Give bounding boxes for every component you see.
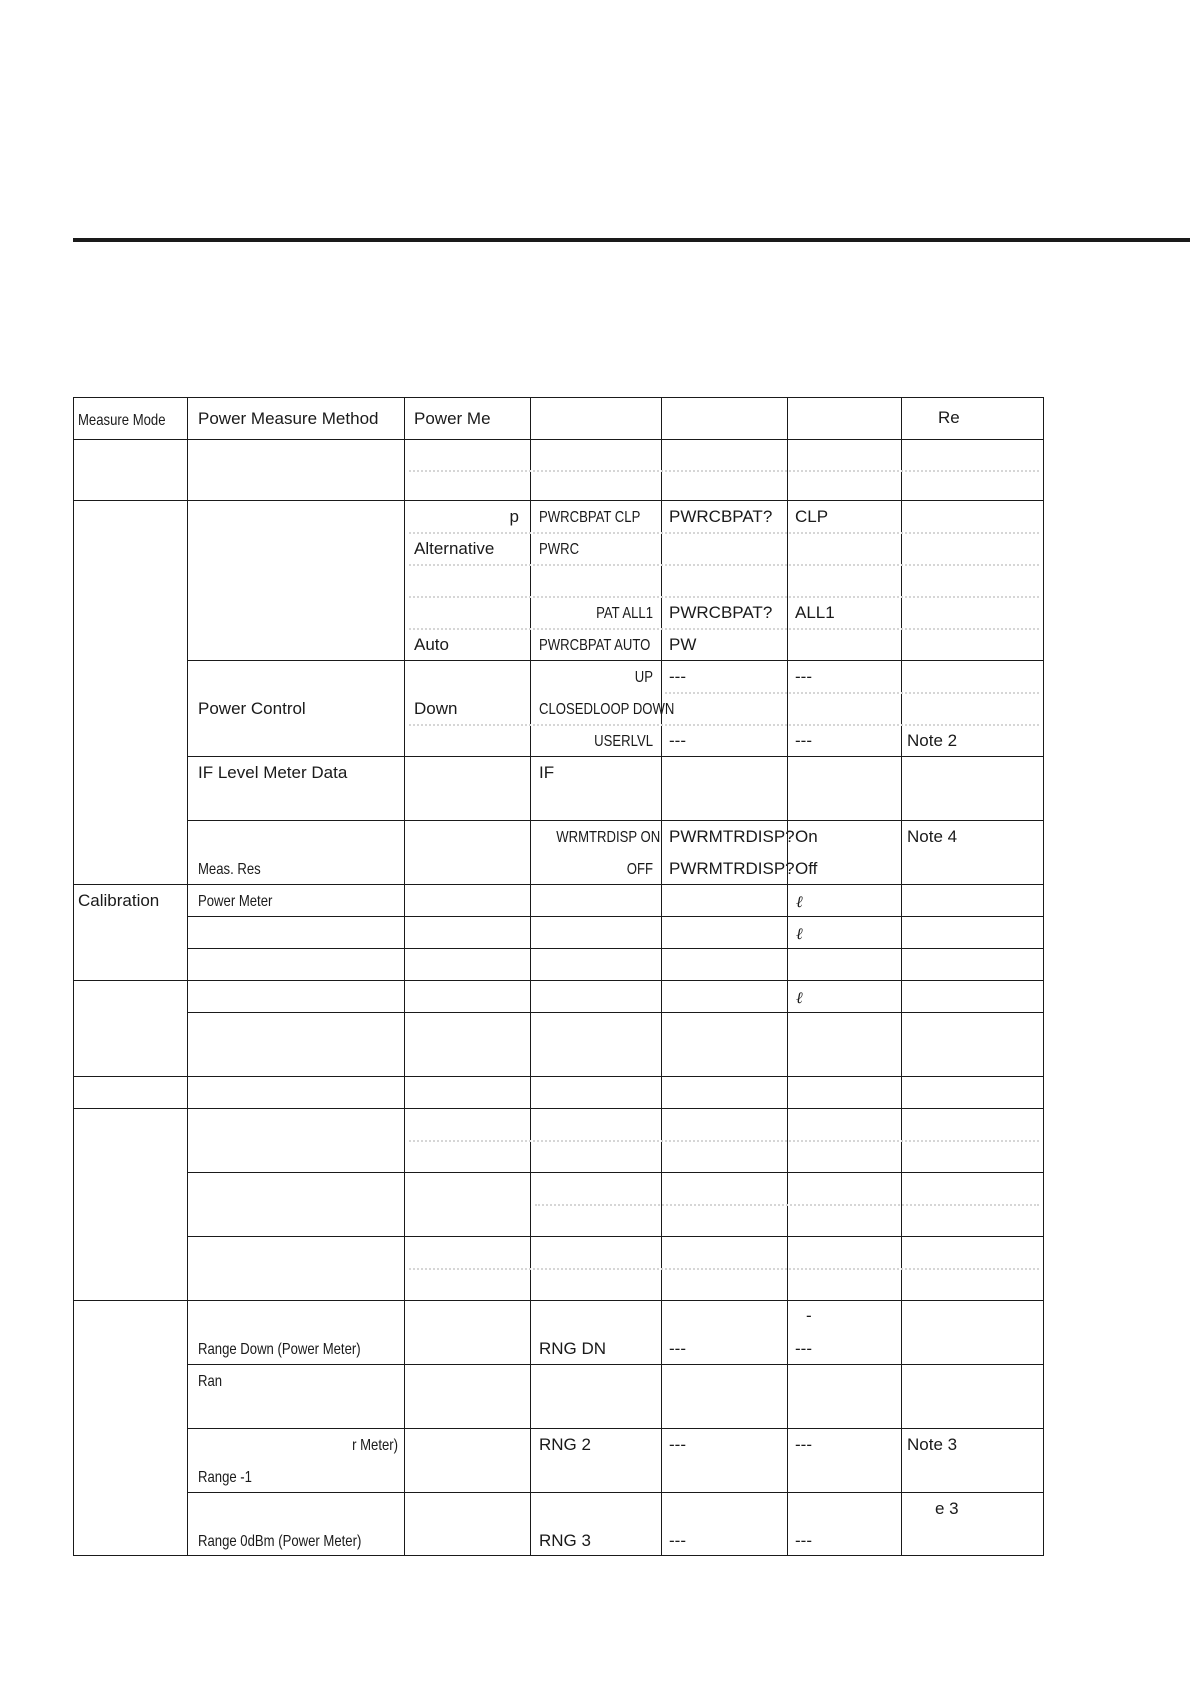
query-pwrcbpat-clp: PWRCBPAT? bbox=[669, 507, 773, 526]
remark-e-3: e 3 bbox=[935, 1499, 959, 1518]
query-rng-2: --- bbox=[669, 1435, 686, 1454]
item-power-control: Power Control bbox=[198, 699, 306, 718]
resp-all1: ALL1 bbox=[795, 603, 835, 622]
header-remarks: Re bbox=[938, 408, 960, 427]
cmd-wrmtrdisp-on: WRMTRDISP ON bbox=[556, 829, 661, 846]
remark-note-4: Note 4 bbox=[907, 827, 958, 846]
cmd-pwrc: PWRC bbox=[539, 541, 580, 558]
category-calibration: Calibration bbox=[78, 891, 160, 910]
resp-userlvl: --- bbox=[795, 731, 812, 750]
remote-command-table bbox=[73, 397, 1044, 1556]
cmd-pwrcbpat-auto: PWRCBPAT AUTO bbox=[539, 637, 651, 654]
cal-resp-1: ℓ bbox=[796, 892, 803, 911]
item-ran: Ran bbox=[198, 1373, 223, 1390]
remark-note-3: Note 3 bbox=[907, 1435, 958, 1454]
query-up: --- bbox=[669, 667, 686, 686]
setting-alternative: Alternative bbox=[414, 539, 495, 558]
setting-auto: Auto bbox=[414, 635, 449, 654]
cmd-up: UP bbox=[634, 669, 653, 686]
item-range-minus-1: Range -1 bbox=[198, 1469, 252, 1486]
setting-power-measure: Power Me bbox=[414, 409, 491, 428]
cmd-userlvl: USERLVL bbox=[594, 733, 653, 750]
item-range-0dbm: Range 0dBm (Power Meter) bbox=[198, 1533, 362, 1550]
pattern-p-fragment: p bbox=[509, 507, 519, 526]
item-if-level-meter-data: IF Level Meter Data bbox=[198, 763, 348, 782]
category-measure-mode: Measure Mode bbox=[78, 412, 166, 429]
resp-off: Off bbox=[795, 859, 818, 878]
cmd-pat-all1: PAT ALL1 bbox=[596, 605, 653, 622]
item-meter-fragment: r Meter) bbox=[352, 1437, 398, 1454]
resp-on: On bbox=[795, 827, 818, 846]
cmd-closedloop-down: CLOSEDLOOP DOWN bbox=[539, 701, 675, 718]
cal-resp-2: ℓ bbox=[796, 924, 803, 943]
resp-up: --- bbox=[795, 667, 812, 686]
resp-clp: CLP bbox=[795, 507, 829, 526]
resp-rng-3: --- bbox=[795, 1531, 812, 1550]
remark-note-2: Note 2 bbox=[907, 731, 958, 750]
cmd-if: IF bbox=[539, 763, 555, 782]
cmd-off: OFF bbox=[626, 861, 653, 878]
cal-resp-3: ℓ bbox=[796, 988, 803, 1007]
cmd-pwrcbpat-clp: PWRCBPAT CLP bbox=[539, 509, 641, 526]
query-rng-dn: --- bbox=[669, 1339, 686, 1358]
setting-down: Down bbox=[414, 699, 458, 718]
resp-rng-dn: --- bbox=[795, 1339, 812, 1358]
item-meas-res: Meas. Res bbox=[198, 861, 261, 878]
query-pw: PW bbox=[669, 635, 697, 654]
query-pwrcbpat-all1: PWRCBPAT? bbox=[669, 603, 773, 622]
cmd-rng-2: RNG 2 bbox=[539, 1435, 591, 1454]
resp-rng-2: --- bbox=[795, 1435, 812, 1454]
item-power-measure-method: Power Measure Method bbox=[198, 409, 379, 428]
query-pwrmtrdisp-on: PWRMTRDISP? bbox=[669, 827, 795, 846]
section-rule bbox=[73, 238, 1190, 242]
query-pwrmtrdisp-off: PWRMTRDISP? bbox=[669, 859, 795, 878]
range-dash: - bbox=[806, 1306, 812, 1325]
query-userlvl: --- bbox=[669, 731, 686, 750]
item-range-down: Range Down (Power Meter) bbox=[198, 1341, 361, 1358]
cmd-rng-3: RNG 3 bbox=[539, 1531, 591, 1550]
query-rng-3: --- bbox=[669, 1531, 686, 1550]
item-power-meter: Power Meter bbox=[198, 893, 273, 910]
cmd-rng-dn: RNG DN bbox=[539, 1339, 607, 1358]
